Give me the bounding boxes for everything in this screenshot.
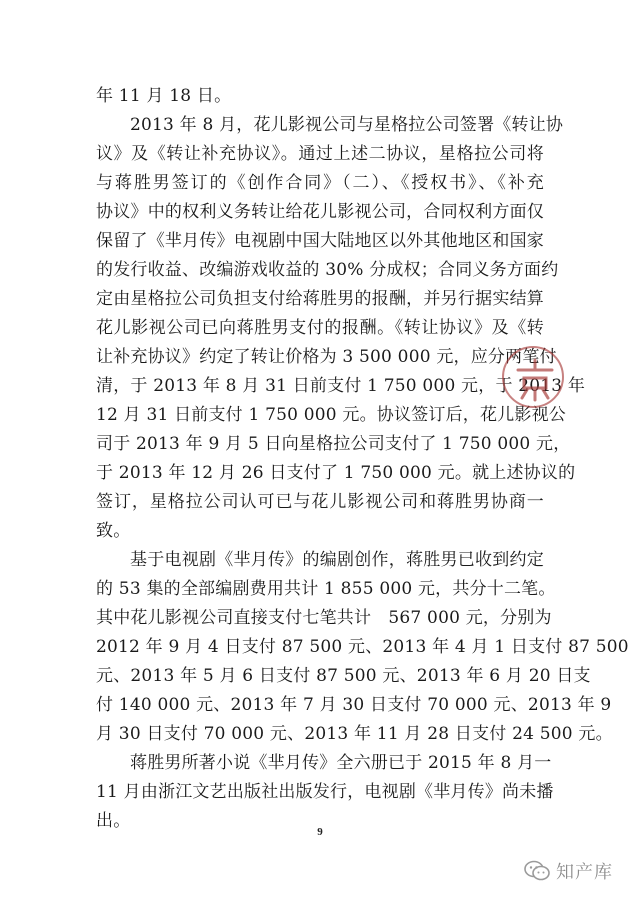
text-line: 于 2013 年 12 月 26 日支付了 1 750 000 元。就上述协议的 [96,463,576,483]
text-line: 致。 [96,521,131,541]
watermark-text: 知产库 [556,862,613,883]
text-line: 基于电视剧《芈月传》的编剧创作，蒋胜男已收到约定 [130,550,544,570]
text-line: 签订，星格拉公司认可已与花儿影视公司和蒋胜男协商一 [96,492,544,512]
text-line: 与蒋胜男签订的《创作合同》（二）、《授权书》、《补充 [96,173,544,193]
text-line: 12 月 31 日前支付 1 750 000 元。协议签订后，花儿影视公 [96,405,567,425]
text-line: 元、2013 年 5 月 6 日支付 87 500 元、2013 年 6 月 20 日支 [96,666,591,686]
watermark [524,858,613,884]
text-line: 出。 [96,811,131,831]
text-line: 年 11 月 18 日。 [96,86,232,106]
text-line: 付 140 000 元、2013 年 7 月 30 日支付 70 000 元、2013 年 9 [96,695,612,715]
text-line: 协议》中的权利义务转让给花儿影视公司，合同权利方面仅 [96,202,544,222]
seal-icon [504,348,566,410]
text-line: 2012 年 9 月 4 日支付 87 500 元、2013 年 4 月 1 日支付 87 500 [96,637,629,657]
wechat-official-account-icon [524,860,550,882]
text-line: 让补充协议》约定了转让价格为 3 500 000 元，应分两笔付 [96,347,557,367]
text-line: 2013 年 8 月，花儿影视公司与星格拉公司签署《转让协 [130,115,564,135]
text-line: 月 30 日支付 70 000 元、2013 年 11 月 28 日支付 24 500 元。 [96,724,613,744]
text-line: 司于 2013 年 9 月 5 日向星格拉公司支付了 1 750 000 元， [96,434,571,454]
text-line: 花儿影视公司已向蒋胜男支付的报酬。《转让协议》及《转 [96,318,544,338]
text-line: 保留了《芈月传》电视剧中国大陆地区以外其他地区和国家 [96,231,544,251]
text-line: 其中花儿影视公司直接支付七笔共计 567 000 元，分别为 [96,608,552,628]
page-number: 9 [317,826,323,838]
text-line: 的 53 集的全部编剧费用共计 1 855 000 元，共分十二笔。 [96,579,556,599]
text-line: 蒋胜男所著小说《芈月传》全六册已于 2015 年 8 月一 [130,753,552,773]
text-line: 的发行收益、改编游戏收益的 30% 分成权；合同义务方面约 [96,260,559,280]
text-line: 议》及《转让补充协议》。通过上述二协议，星格拉公司将 [96,144,544,164]
red-seal-stamp [502,346,564,408]
text-line: 定由星格拉公司负担支付给蒋胜男的报酬，并另行据实结算 [96,289,544,309]
text-line: 清，于 2013 年 8 月 31 日前支付 1 750 000 元，于 2013 年 [96,376,586,396]
text-line: 11 月由浙江文艺出版社出版发行，电视剧《芈月传》尚未播 [96,782,554,802]
